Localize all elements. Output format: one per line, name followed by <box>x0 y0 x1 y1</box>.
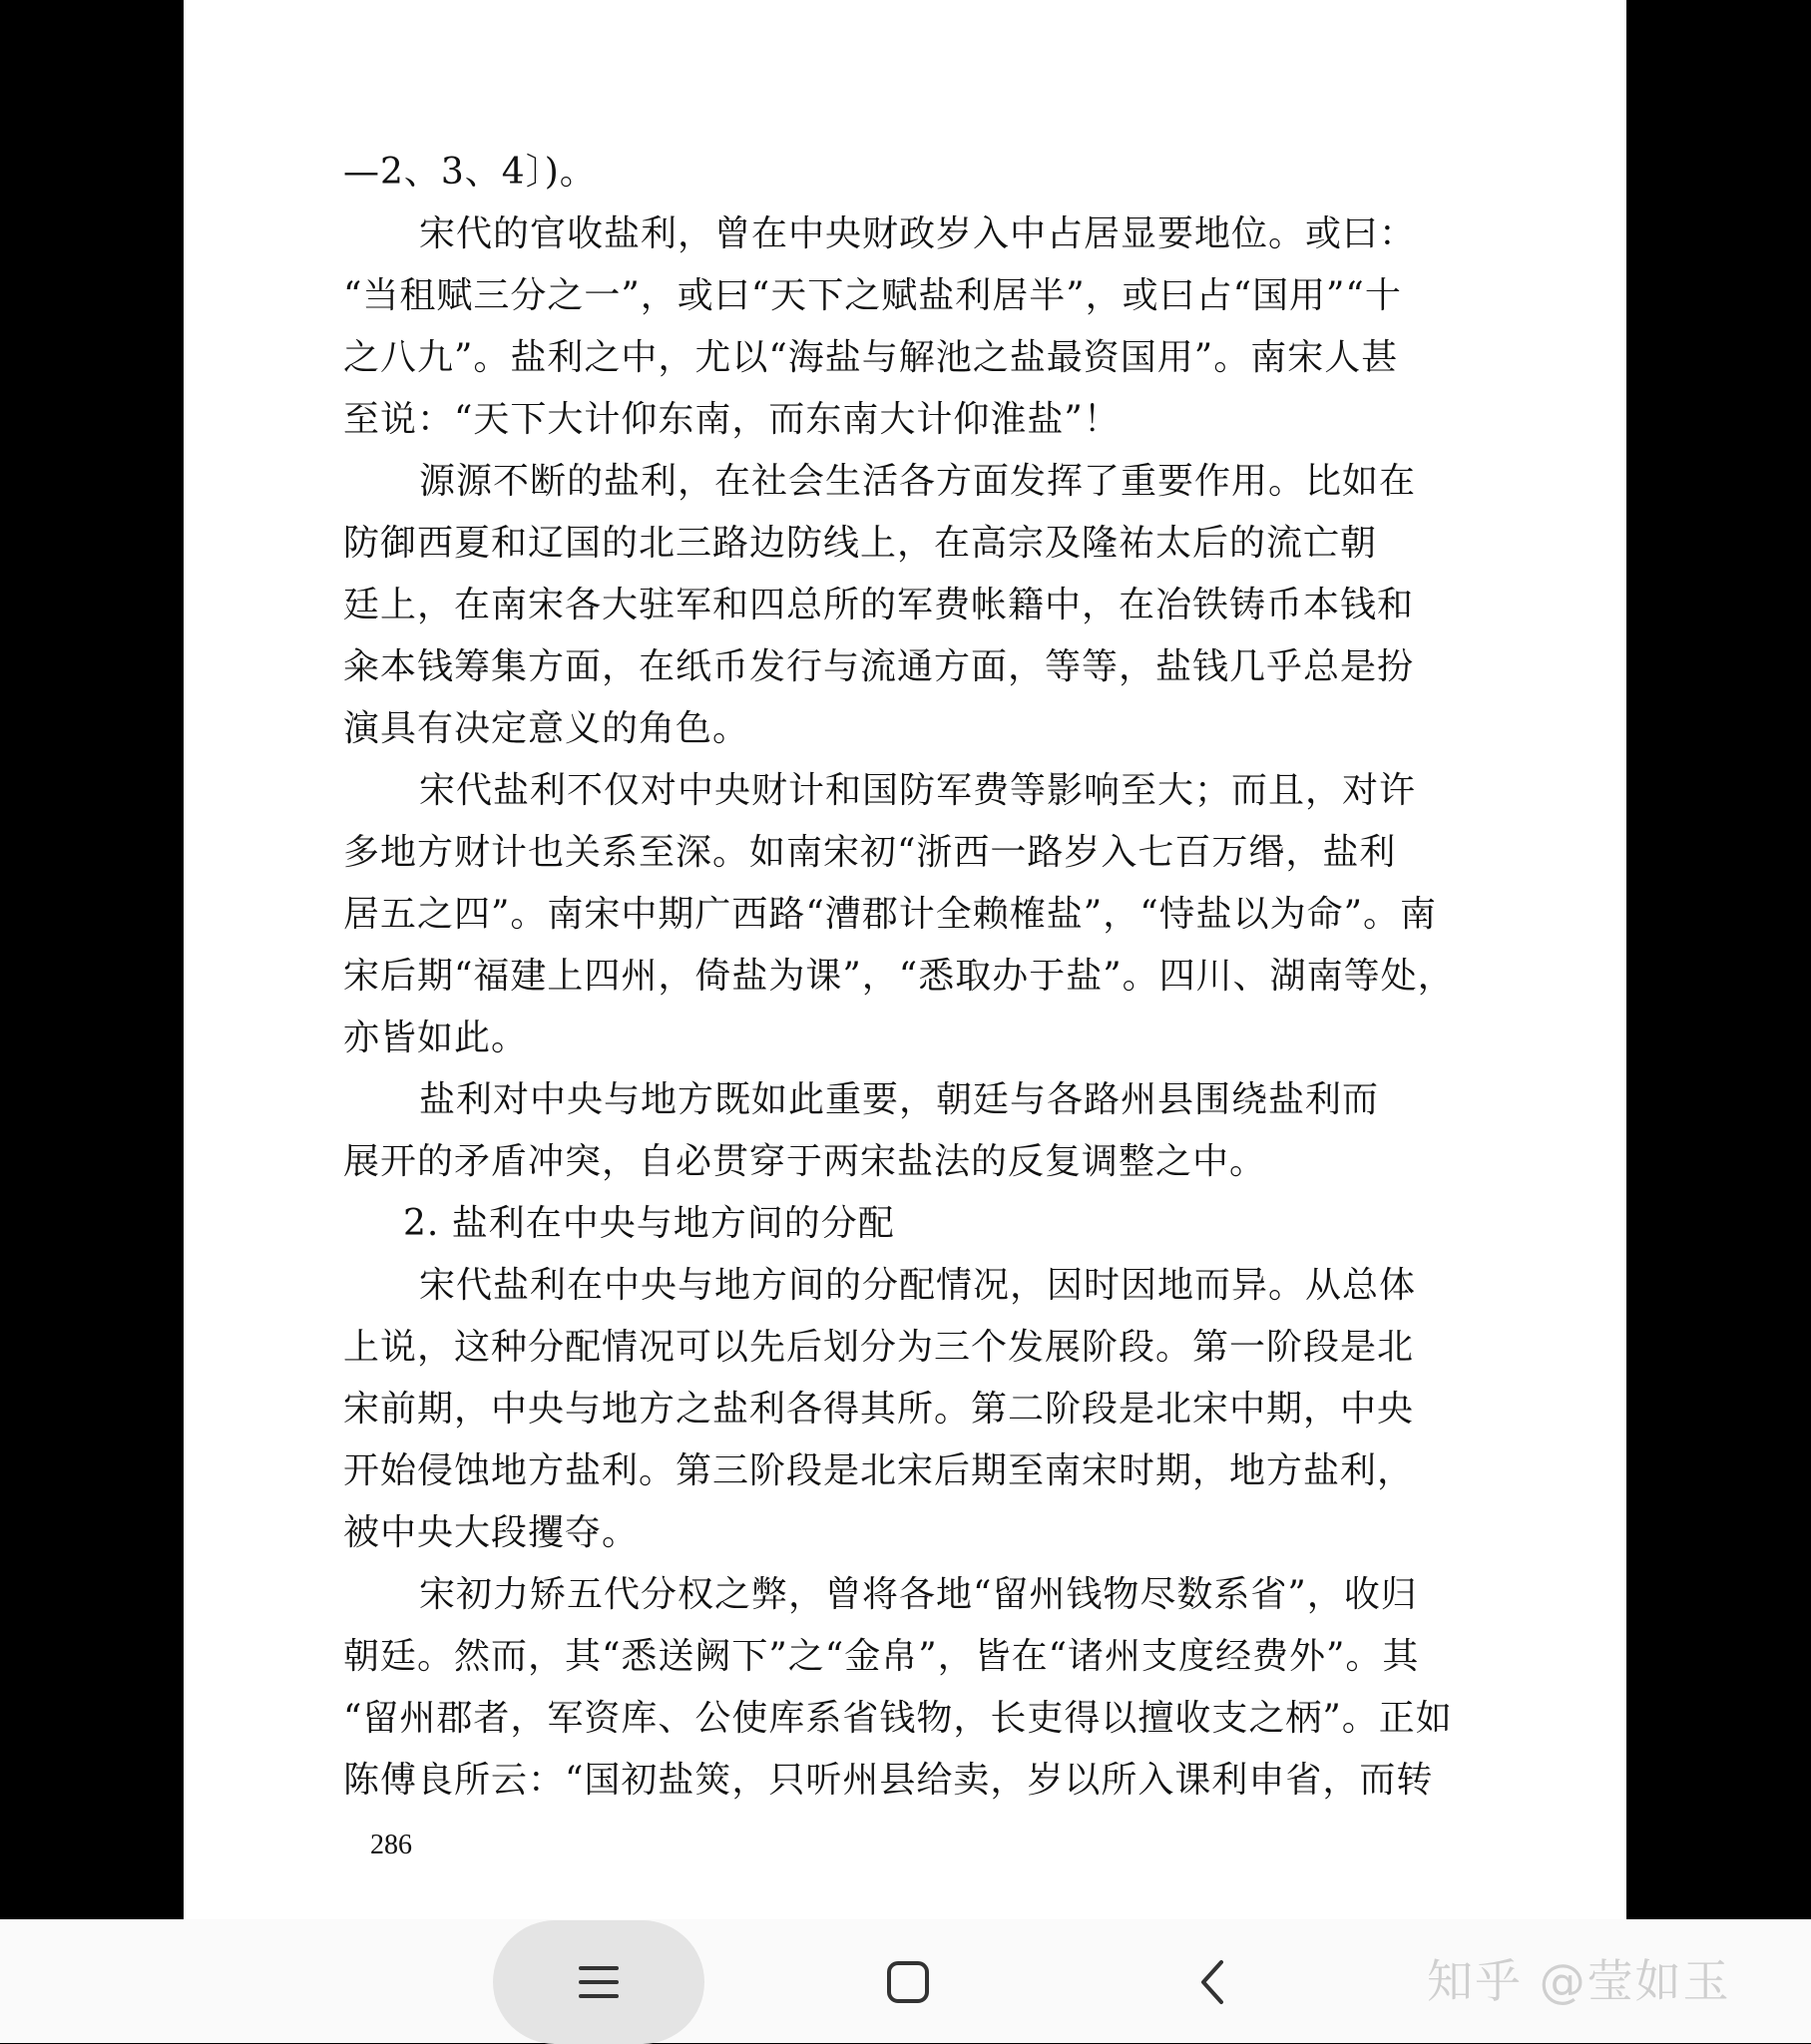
text-line: 廷上，在南宋各大驻军和四总所的军费帐籍中，在冶铁铸币本钱和 <box>343 585 1415 625</box>
text-line: 宋前期，中央与地方之盐利各得其所。第二阶段是北宋中期，中央 <box>343 1389 1415 1430</box>
zhihu-watermark: 知乎 @莹如玉 <box>1427 1954 1731 2008</box>
text-line: 防御西夏和辽国的北三路边防线上，在高宗及隆祐太后的流亡朝 <box>343 523 1378 564</box>
text-line: 展开的矛盾冲突，自必贯穿于两宋盐法的反复调整之中。 <box>343 1141 1267 1182</box>
page-text <box>343 142 1455 1812</box>
text-line: 宋后期“福建上四州，倚盐为课”，“悉取办于盐”。四川、湖南等处， <box>343 956 1455 997</box>
text-line: 宋代盐利不仅对中央财计和国防军费等影响至大；而且，对许 <box>419 770 1417 811</box>
page-number: 286 <box>370 1830 412 1860</box>
text-line: 上说，这种分配情况可以先后划分为三个发展阶段。第一阶段是北 <box>343 1327 1415 1368</box>
text-line: 开始侵蚀地方盐利。第三阶段是北宋后期至南宋时期，地方盐利， <box>343 1450 1415 1491</box>
back-button[interactable] <box>1172 1947 1252 2017</box>
text-line: 朝廷。然而，其“悉送阙下”之“金帛”，皆在“诸州支度经费外”。其 <box>343 1636 1420 1677</box>
text-line: —2、3、4〕)。 <box>343 152 597 193</box>
hamburger-menu-icon <box>577 1962 621 2002</box>
home-button[interactable] <box>868 1947 948 2017</box>
text-line: 陈傅良所云：“国初盐筴，只听州县给卖，岁以所入课利申省，而转 <box>343 1760 1434 1801</box>
text-line: 宋代盐利在中央与地方间的分配情况，因时因地而异。从总体 <box>419 1265 1417 1306</box>
section-heading: 2. 盐利在中央与地方间的分配 <box>403 1203 895 1244</box>
text-line: 居五之四”。南宋中期广西路“漕郡计全赖榷盐”，“恃盐以为命”。南 <box>343 894 1438 935</box>
text-line: 籴本钱筹集方面，在纸币发行与流通方面，等等，盐钱几乎总是扮 <box>343 646 1415 687</box>
book-page <box>184 0 1626 1919</box>
text-line: 宋初力矫五代分权之弊，曾将各地“留州钱物尽数系省”，收归 <box>419 1574 1418 1615</box>
text-line: 盐利对中央与地方既如此重要，朝廷与各路州县围绕盐利而 <box>419 1079 1380 1120</box>
recent-apps-button[interactable] <box>559 1947 639 2017</box>
text-line: 演具有决定意义的角色。 <box>343 708 750 749</box>
text-line: 多地方财计也关系至深。如南宋初“浙西一路岁入七百万缗，盐利 <box>343 832 1397 873</box>
square-home-icon <box>885 1959 931 2005</box>
text-line: 宋代的官收盐利，曾在中央财政岁入中占居显要地位。或曰： <box>419 213 1417 254</box>
chevron-left-back-icon <box>1195 1958 1229 2006</box>
text-line: 之八九”。盐利之中，尤以“海盐与解池之盐最资国用”。南宋人甚 <box>343 337 1399 378</box>
text-line: 被中央大段攫夺。 <box>343 1512 640 1553</box>
text-line: 亦皆如此。 <box>343 1018 529 1058</box>
text-line: “当租赋三分之一”，或曰“天下之赋盐利居半”，或曰占“国用”“十 <box>343 275 1402 316</box>
text-line: 至说：“天下大计仰东南，而东南大计仰淮盐”！ <box>343 399 1121 440</box>
text-line: 源源不断的盐利，在社会生活各方面发挥了重要作用。比如在 <box>419 461 1417 502</box>
text-line: “留州郡者，军资库、公使库系省钱物，长吏得以擅收支之柄”。正如 <box>343 1698 1453 1739</box>
